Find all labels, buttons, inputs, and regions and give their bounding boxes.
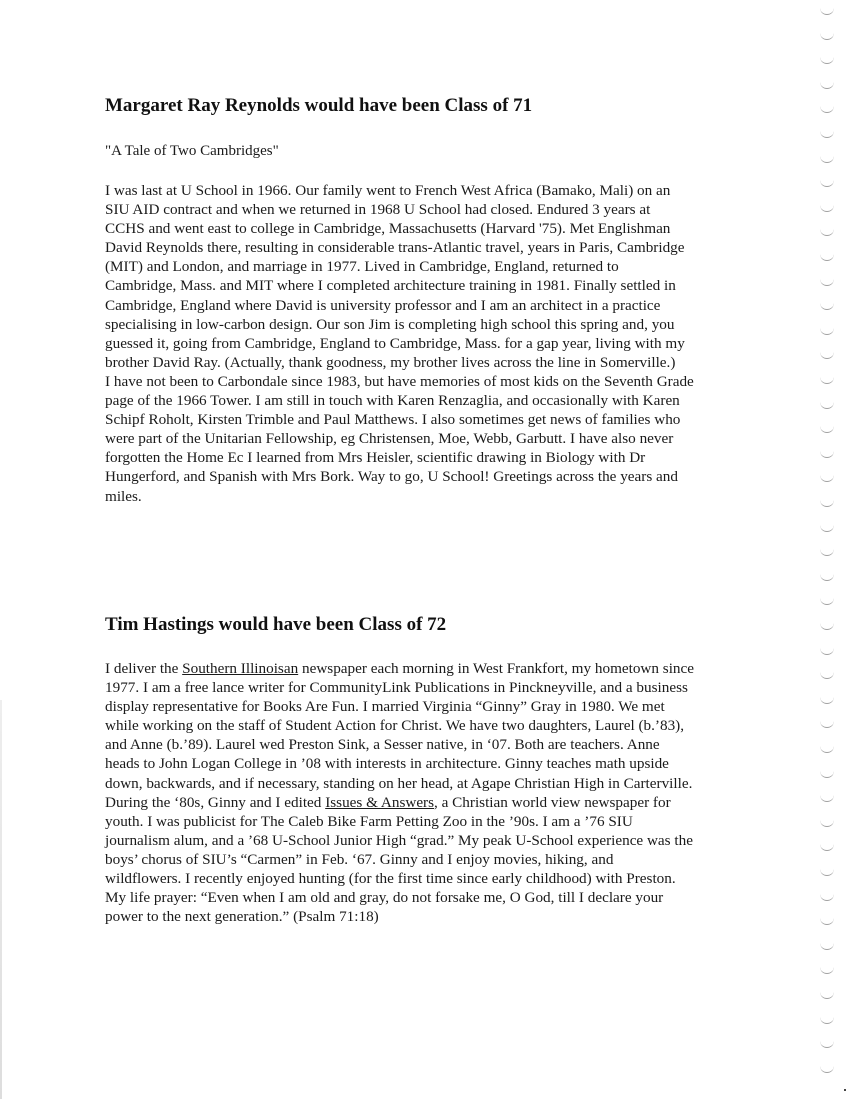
binding-mark bbox=[820, 154, 834, 163]
body-line: SIU AID contract and when we returned in 1968 U School had closed. Endured 3 years at bbox=[105, 201, 651, 219]
binding-mark bbox=[820, 1039, 834, 1048]
binding-mark bbox=[820, 473, 834, 482]
binding-mark bbox=[820, 941, 834, 950]
body-line: CCHS and went east to college in Cambridge, Massachusetts (Harvard '75). Met Englishman bbox=[105, 220, 671, 238]
binding-holes bbox=[818, 0, 840, 1099]
binding-mark bbox=[820, 80, 834, 89]
scan-speck bbox=[844, 1089, 846, 1091]
binding-mark bbox=[820, 6, 834, 15]
body-text-run: During the ‘80s, Ginny and I edited bbox=[105, 793, 326, 811]
body-line: wildflowers. I recently enjoyed hunting (for the first time since early childhood) with Preston. bbox=[105, 870, 676, 888]
binding-mark bbox=[820, 277, 834, 286]
binding-mark bbox=[820, 301, 834, 310]
body-line: page of the 1966 Tower. I am still in touch with Karen Renzaglia, and occasionally with Karen bbox=[105, 392, 680, 410]
binding-mark bbox=[820, 818, 834, 827]
body-line: were part of the Unitarian Fellowship, eg Christensen, Moe, Webb, Garbutt. I have also never bbox=[105, 430, 674, 448]
entry-body bbox=[105, 181, 755, 506]
binding-mark bbox=[820, 547, 834, 556]
body-line bbox=[105, 659, 755, 678]
body-line: (MIT) and London, and marriage in 1977. Lived in Cambridge, England, returned to bbox=[105, 258, 619, 276]
body-line: brother David Ray. (Actually, thank goodness, my brother lives across the line in Somerville.) bbox=[105, 353, 676, 371]
body-line: I have not been to Carbondale since 1983, but have memories of most kids on the Seventh Grade bbox=[105, 372, 694, 390]
body-line: Cambridge, Mass. and MIT where I completed architecture training in 1981. Finally settled in bbox=[105, 277, 676, 295]
body-line: I was last at U School in 1966. Our family went to French West Africa (Bamako, Mali) on an bbox=[105, 182, 671, 199]
body-line: while working on the staff of Student Action for Christ. We have two daughters, Laurel (b.’83), bbox=[105, 717, 685, 735]
body-line: heads to John Logan College in ’08 with interests in architecture. Ginny teaches math upside bbox=[105, 755, 669, 773]
body-line: 1977. I am a free lance writer for CommunityLink Publications in Pinckneyville, and a business bbox=[105, 679, 688, 697]
binding-mark bbox=[820, 129, 834, 138]
binding-mark bbox=[820, 744, 834, 753]
binding-mark bbox=[820, 375, 834, 384]
binding-mark bbox=[820, 227, 834, 236]
entry-margaret-ray-reynolds bbox=[105, 94, 755, 506]
body-line: Hungerford, and Spanish with Mrs Bork. Way to go, U School! Greetings across the years and bbox=[105, 468, 678, 486]
binding-mark bbox=[820, 424, 834, 433]
body-line bbox=[105, 793, 755, 812]
binding-mark bbox=[820, 523, 834, 532]
body-line: power to the next generation.” (Psalm 71:18) bbox=[105, 908, 379, 926]
body-line: journalism alum, and a ’68 U-School Junior High “grad.” My peak U-School experience was the bbox=[105, 831, 693, 849]
binding-mark bbox=[820, 990, 834, 999]
binding-mark bbox=[820, 104, 834, 113]
entry-heading: Margaret Ray Reynolds would have been Class of 71 bbox=[105, 95, 533, 116]
body-text-run: newspaper each morning in West Frankfort, my hometown since bbox=[298, 660, 694, 677]
binding-mark bbox=[820, 350, 834, 359]
binding-mark bbox=[820, 31, 834, 40]
binding-mark bbox=[820, 203, 834, 212]
binding-mark bbox=[820, 1015, 834, 1024]
body-line: guessed it, going from Cambridge, England to Cambridge, Mass. for a gap year, living with my bbox=[105, 334, 685, 352]
body-line: and Anne (b.’89). Laurel wed Preston Sink, a Sesser native, in ‘07. Both are teachers. Anne bbox=[105, 736, 660, 754]
binding-mark bbox=[820, 178, 834, 187]
binding-mark bbox=[820, 793, 834, 802]
body-line: Cambridge, England where David is university professor and I am an architect in a practice bbox=[105, 296, 661, 314]
binding-mark bbox=[820, 965, 834, 974]
binding-mark bbox=[820, 695, 834, 704]
body-line: forgotten the Home Ec I learned from Mrs Heisler, scientific drawing in Biology with Dr bbox=[105, 449, 646, 467]
body-text-run: I deliver the bbox=[105, 660, 183, 677]
binding-mark bbox=[820, 1064, 834, 1073]
binding-mark bbox=[820, 916, 834, 925]
binding-mark bbox=[820, 892, 834, 901]
binding-mark bbox=[820, 867, 834, 876]
body-text-run: , a Christian world view newspaper for bbox=[434, 793, 671, 811]
binding-mark bbox=[820, 621, 834, 630]
body-line: youth. I was publicist for The Caleb Bike Farm Petting Zoo in the ’90s. I am a ’76 SIU bbox=[105, 812, 633, 830]
body-line: My life prayer: “Even when I am old and gray, do not forsake me, O God, till I declare your bbox=[105, 889, 664, 907]
scan-edge-shadow bbox=[0, 700, 2, 1099]
entry-body bbox=[105, 659, 755, 926]
body-line: David Reynolds there, resulting in considerable trans-Atlantic travel, years in Paris, Cambridge bbox=[105, 239, 685, 257]
body-line: Schipf Roholt, Kirsten Trimble and Paul Matthews. I also sometimes get news of families who bbox=[105, 411, 681, 429]
binding-mark bbox=[820, 769, 834, 778]
binding-mark bbox=[820, 252, 834, 261]
binding-mark bbox=[820, 326, 834, 335]
entry-heading: Tim Hastings would have been Class of 72 bbox=[105, 614, 447, 635]
binding-mark bbox=[820, 646, 834, 655]
entry-tim-hastings bbox=[105, 613, 755, 926]
binding-mark bbox=[820, 596, 834, 605]
binding-mark bbox=[820, 449, 834, 458]
newspaper-title: Issues & Answers bbox=[325, 793, 435, 811]
body-line: down, backwards, and if necessary, standing on her head, at Agape Christian High in Carterville. bbox=[105, 774, 693, 792]
binding-mark bbox=[820, 55, 834, 64]
body-line: display representative for Books Are Fun. I married Virginia “Ginny” Gray in 1980. We met bbox=[105, 698, 665, 716]
binding-mark bbox=[820, 498, 834, 507]
binding-mark bbox=[820, 572, 834, 581]
body-line: miles. bbox=[105, 487, 142, 505]
entry-subtitle: "A Tale of Two Cambridges" bbox=[105, 143, 279, 159]
body-line: specialising in low-carbon design. Our son Jim is completing high school this spring and, you bbox=[105, 315, 675, 333]
binding-mark bbox=[820, 842, 834, 851]
binding-mark bbox=[820, 400, 834, 409]
body-line: boys’ chorus of SIU’s “Carmen” in Feb. ‘67. Ginny and I enjoy movies, hiking, and bbox=[105, 850, 614, 868]
binding-mark bbox=[820, 719, 834, 728]
binding-mark bbox=[820, 670, 834, 679]
newspaper-title: Southern Illinoisan bbox=[182, 660, 299, 677]
